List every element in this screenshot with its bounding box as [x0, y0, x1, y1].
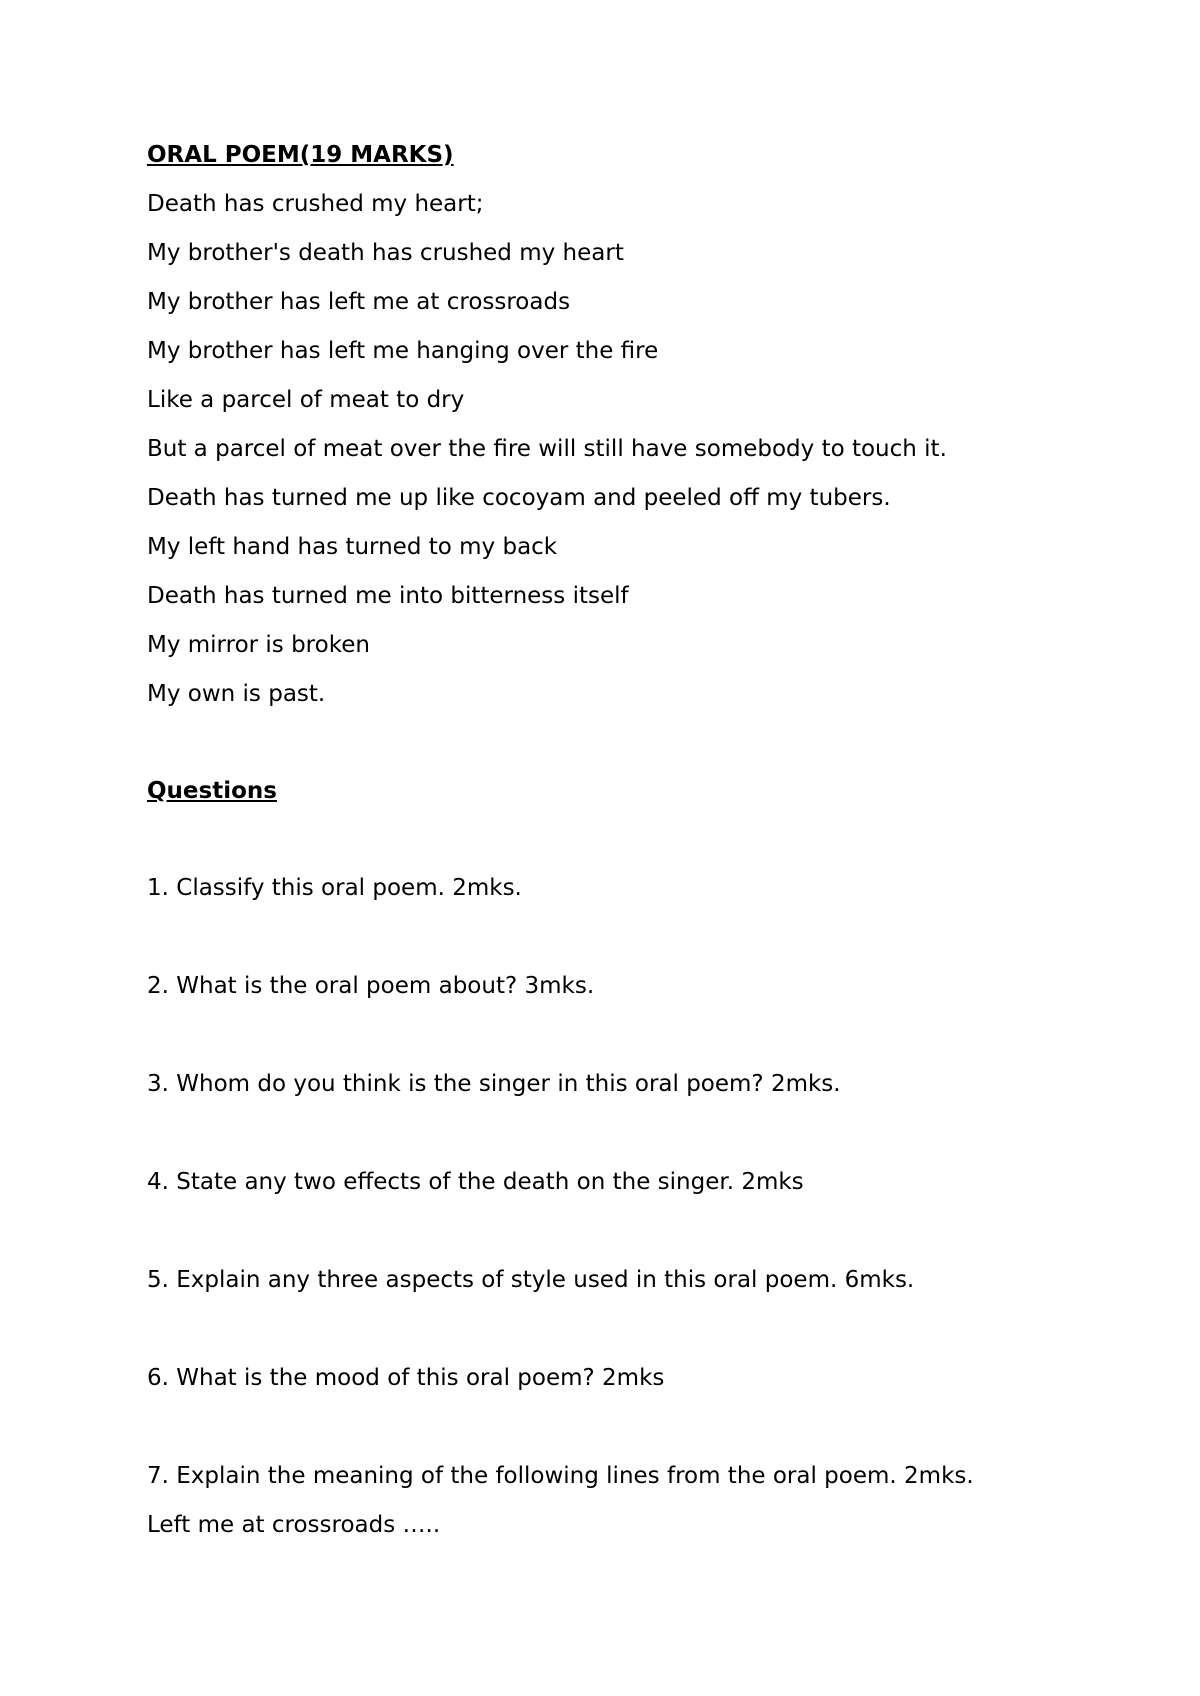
- poem-line: Death has turned me up like cocoyam and peeled off my tubers.: [147, 485, 891, 511]
- poem-line: My brother's death has crushed my heart: [147, 240, 624, 266]
- questions-heading: Questions: [147, 778, 277, 804]
- question-item: 3. Whom do you think is the singer in this oral poem? 2mks.: [147, 1071, 841, 1097]
- question-item: 6. What is the mood of this oral poem? 2mks: [147, 1365, 665, 1391]
- poem-line: My own is past.: [147, 681, 326, 707]
- poem-line: My mirror is broken: [147, 632, 370, 658]
- quoted-line: Left me at crossroads …..: [147, 1512, 441, 1538]
- question-item: 4. State any two effects of the death on the singer. 2mks: [147, 1169, 804, 1195]
- poem-line: But a parcel of meat over the fire will still have somebody to touch it.: [147, 436, 947, 462]
- poem-line: Death has turned me into bitterness itself: [147, 583, 629, 609]
- question-item: 2. What is the oral poem about? 3mks.: [147, 973, 595, 999]
- poem-line: My left hand has turned to my back: [147, 534, 558, 560]
- poem-line: My brother has left me hanging over the fire: [147, 338, 659, 364]
- poem-line: Like a parcel of meat to dry: [147, 387, 465, 413]
- poem-title: ORAL POEM(19 MARKS): [147, 142, 454, 168]
- question-item: 1. Classify this oral poem. 2mks.: [147, 875, 522, 901]
- document-page: [147, 140, 1147, 1540]
- question-item: 5. Explain any three aspects of style used in this oral poem. 6mks.: [147, 1267, 915, 1293]
- poem-line: Death has crushed my heart;: [147, 191, 484, 217]
- question-item: 7. Explain the meaning of the following lines from the oral poem. 2mks.: [147, 1463, 974, 1489]
- poem-line: My brother has left me at crossroads: [147, 289, 571, 315]
